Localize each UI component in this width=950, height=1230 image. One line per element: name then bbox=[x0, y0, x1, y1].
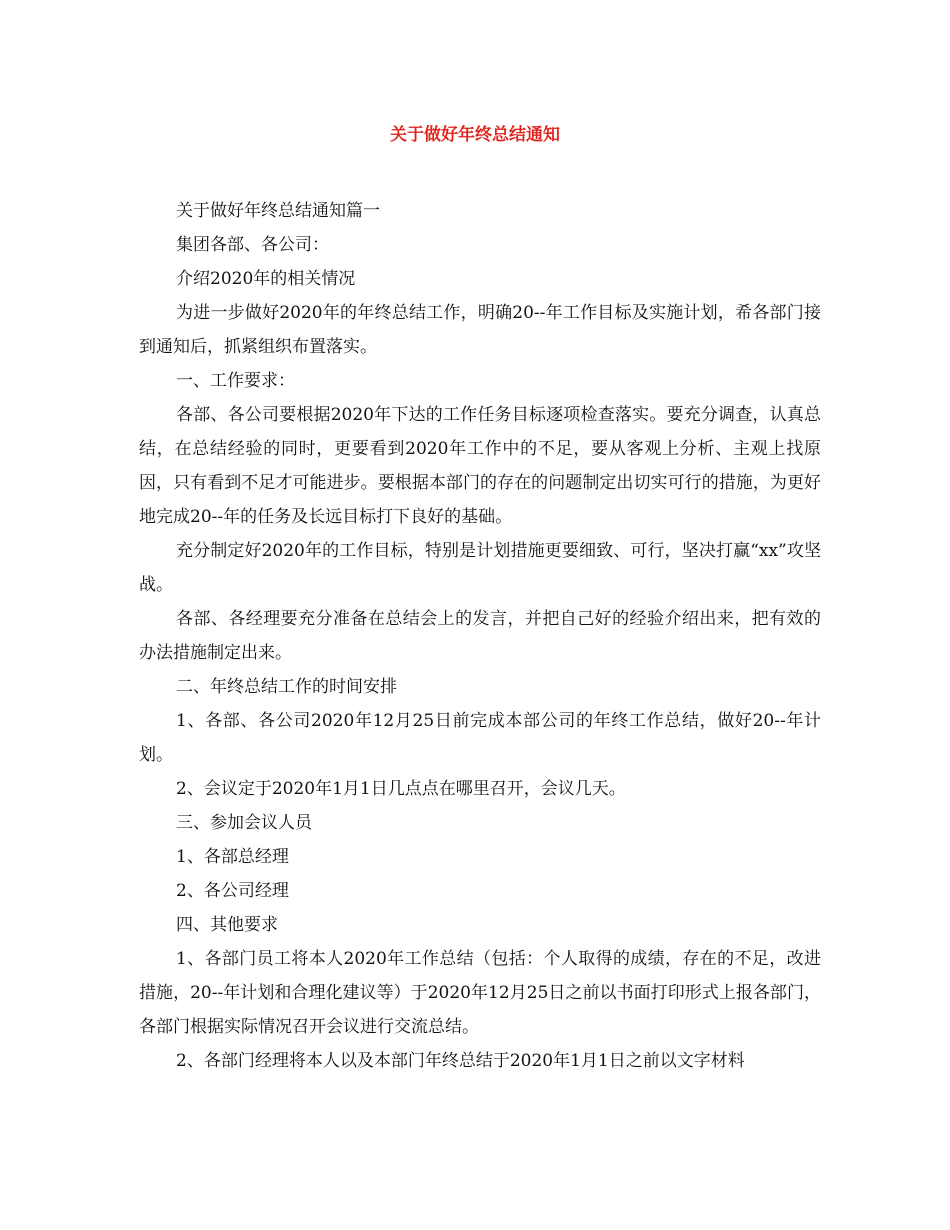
paragraph-speech: 各部、各经理要充分准备在总结会上的发言，并把自己好的经验介绍出来，把有效的办法措施制定出来。 bbox=[139, 609, 821, 663]
list-item-other-1: 1、各部门员工将本人2020年工作总结（包括：个人取得的成绩，存在的不足，改进措施，20--年计划和合理化建议等）于2020年12月25日之前以书面打印形式上报各部门，各部门根据实际情况召开会议进行交流总结。 bbox=[139, 949, 821, 1037]
paragraph-requirements: 各部、各公司要根据2020年下达的工作任务目标逐项检查落实。要充分调查，认真总结，在总结经验的同时，更要看到2020年工作中的不足，要从客观上分析、主观上找原因，只有看到不足才可能进步。要根据本部门的存在的问题制定出切实可行的措施，为更好地完成20--年的任务及长远目标打下良好的基础。 bbox=[139, 405, 821, 527]
section-heading-requirements: 一、工作要求： bbox=[176, 371, 295, 391]
list-item-attendee-1: 1、各部总经理 bbox=[176, 847, 289, 867]
list-item-other-2: 2、各部门经理将本人以及本部门年终总结于2020年1月1日之前以文字材料 bbox=[176, 1051, 745, 1071]
list-item-schedule-1: 1、各部、各公司2020年12月25日前完成本部公司的年终工作总结，做好20--年计划。 bbox=[139, 711, 821, 765]
paragraph-purpose: 为进一步做好2020年的年终总结工作，明确20--年工作目标及实施计划，希各部门接到通知后，抓紧组织布置落实。 bbox=[139, 303, 821, 357]
paragraph-intro: 介绍2020年的相关情况 bbox=[176, 269, 356, 289]
paragraph-salutation: 集团各部、各公司： bbox=[176, 235, 329, 255]
section-heading-other: 四、其他要求 bbox=[176, 915, 278, 935]
section-heading-attendees: 三、参加会议人员 bbox=[176, 813, 312, 833]
paragraph-subtitle: 关于做好年终总结通知篇一 bbox=[176, 201, 380, 221]
document-body bbox=[139, 194, 821, 1078]
document-title: 关于做好年终总结通知 bbox=[390, 125, 560, 145]
paragraph-goals: 充分制定好2020年的工作目标，特别是计划措施更要细致、可行，坚决打赢“xx”攻坚战。 bbox=[139, 541, 821, 595]
list-item-attendee-2: 2、各公司经理 bbox=[176, 881, 289, 901]
list-item-schedule-2: 2、会议定于2020年1月1日几点点在哪里召开，会议几天。 bbox=[176, 779, 626, 799]
section-heading-schedule: 二、年终总结工作的时间安排 bbox=[176, 677, 397, 697]
